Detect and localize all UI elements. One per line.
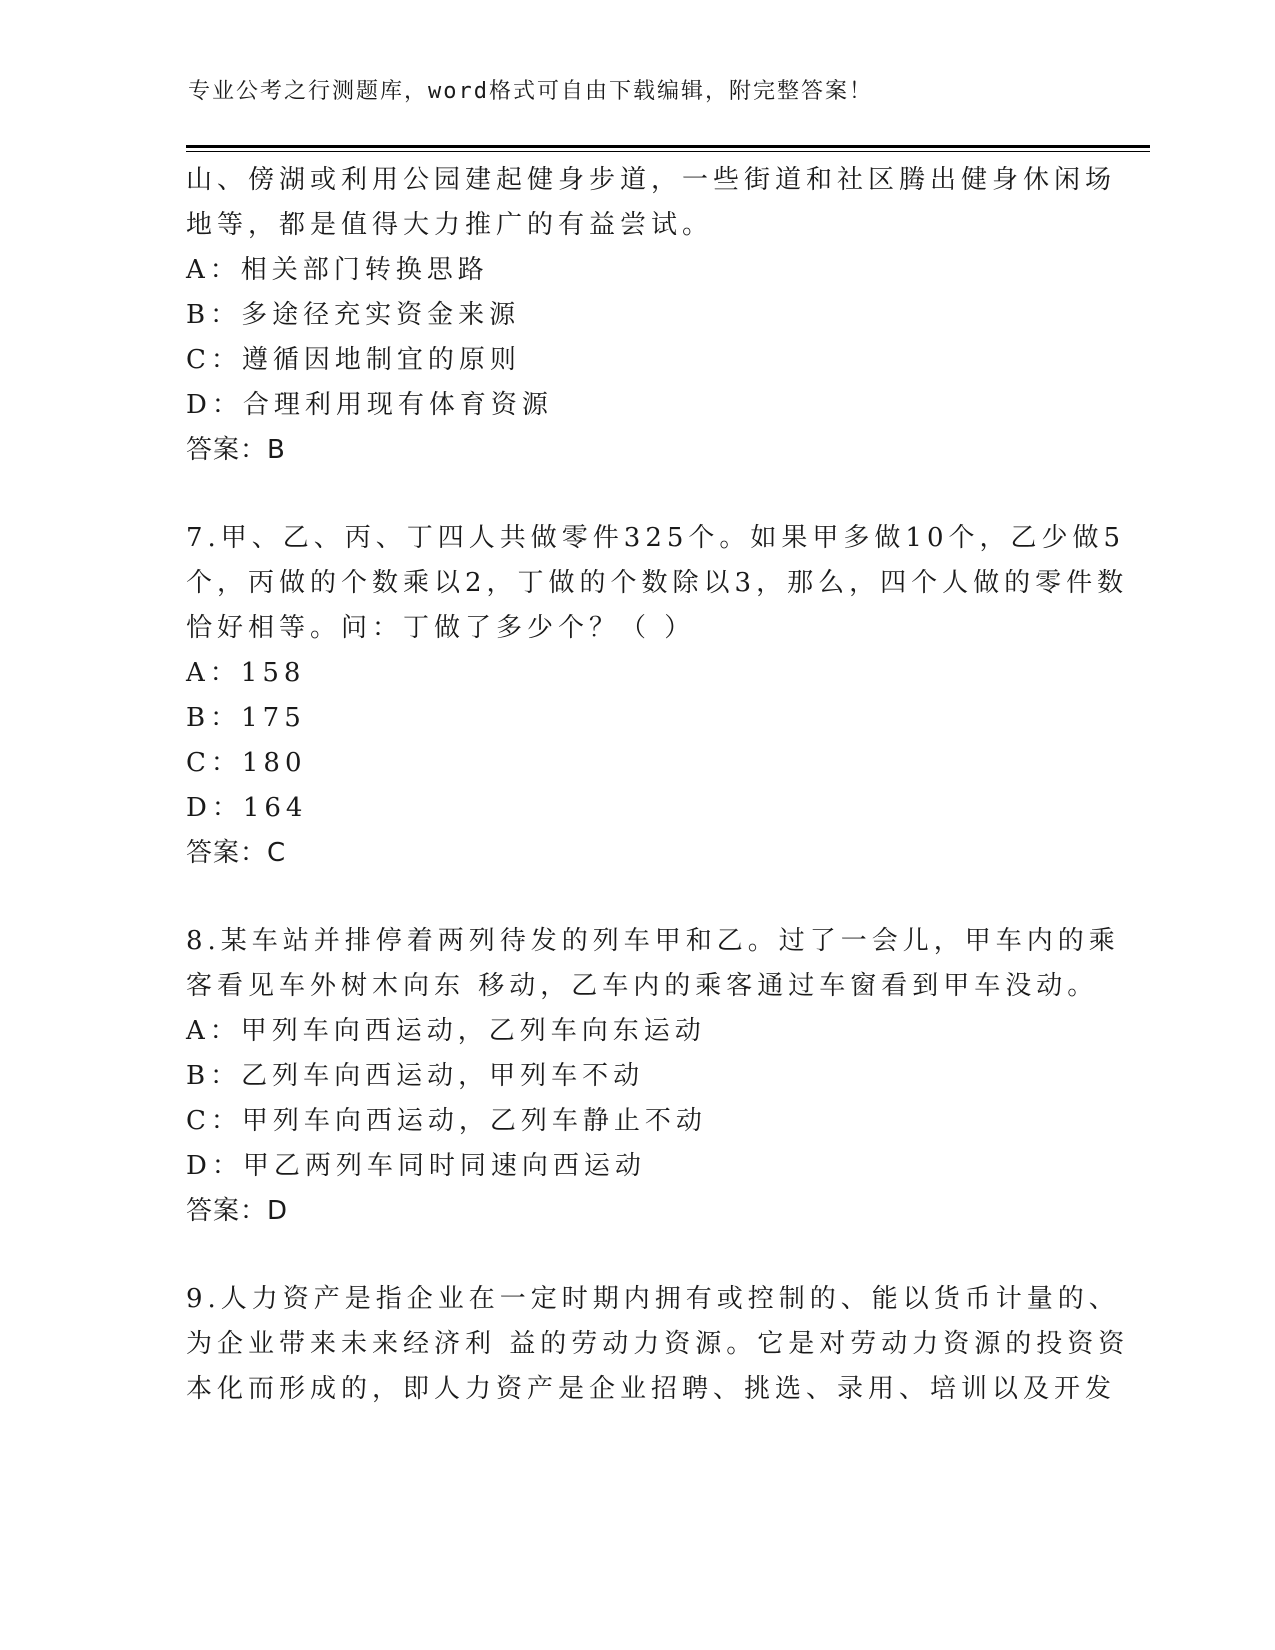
- option-c: C：180: [186, 748, 307, 778]
- option-a: A：甲列车向西运动，乙列车向东运动: [186, 1016, 706, 1046]
- block-gap: [186, 1234, 1086, 1277]
- option-a: A：相关部门转换思路: [186, 255, 489, 285]
- header-rule-thick: [186, 145, 1150, 148]
- question-text-line: 9.人力资产是指企业在一定时期内拥有或控制的、能以货币计量的、: [186, 1284, 1120, 1314]
- question-block-q6: [186, 158, 1117, 473]
- question-text-line: 山、傍湖或利用公园建起健身步道，一些街道和社区腾出健身休闲场: [186, 165, 1117, 195]
- answer-line: 答案：D: [186, 1196, 289, 1226]
- question-text-line: 7.甲、乙、丙、丁四人共做零件325个。如果甲多做10个，乙少做5: [186, 523, 1126, 553]
- question-text-line: 8.某车站并排停着两列待发的列车甲和乙。过了一会儿，甲车内的乘: [186, 926, 1120, 956]
- question-text-line: 为企业带来未来经济利 益的劳动力资源。它是对劳动力资源的投资资: [186, 1329, 1130, 1359]
- question-block-q7: [186, 516, 1129, 876]
- question-text-line: 恰好相等。问：丁做了多少个？（ ）: [186, 613, 696, 643]
- answer-line: 答案：B: [186, 435, 286, 465]
- question-text-line: 个，丙做的个数乘以2，丁做的个数除以3，那么，四个人做的零件数: [186, 568, 1129, 598]
- option-d: D：合理利用现有体育资源: [186, 390, 553, 420]
- option-c: C：遵循因地制宜的原则: [186, 345, 521, 375]
- question-text-line: 本化而形成的，即人力资产是企业招聘、挑选、录用、培训以及开发: [186, 1374, 1117, 1404]
- option-a: A：158: [186, 658, 306, 688]
- question-text-line: 地等，都是值得大力推广的有益尝试。: [186, 210, 714, 240]
- option-d: D：164: [186, 793, 308, 823]
- option-b: B：乙列车向西运动，甲列车不动: [186, 1061, 645, 1091]
- option-d: D：甲乙两列车同时同速向西运动: [186, 1151, 646, 1181]
- document-body: [186, 158, 1130, 1412]
- block-gap: [186, 876, 1086, 919]
- option-c: C：甲列车向西运动，乙列车静止不动: [186, 1106, 707, 1136]
- option-b: B：175: [186, 703, 306, 733]
- question-text-line: 客看见车外树木向东 移动，乙车内的乘客通过车窗看到甲车没动。: [186, 971, 1099, 1001]
- block-gap: [186, 473, 1086, 516]
- answer-line: 答案：C: [186, 838, 287, 868]
- option-b: B：多途径充实资金来源: [186, 300, 521, 330]
- question-block-q8: [186, 919, 1120, 1234]
- header-rule-thin: [186, 151, 1150, 152]
- question-block-q9: [186, 1277, 1130, 1412]
- header-text: 专业公考之行测题库，word格式可自由下载编辑，附完整答案！: [188, 79, 873, 104]
